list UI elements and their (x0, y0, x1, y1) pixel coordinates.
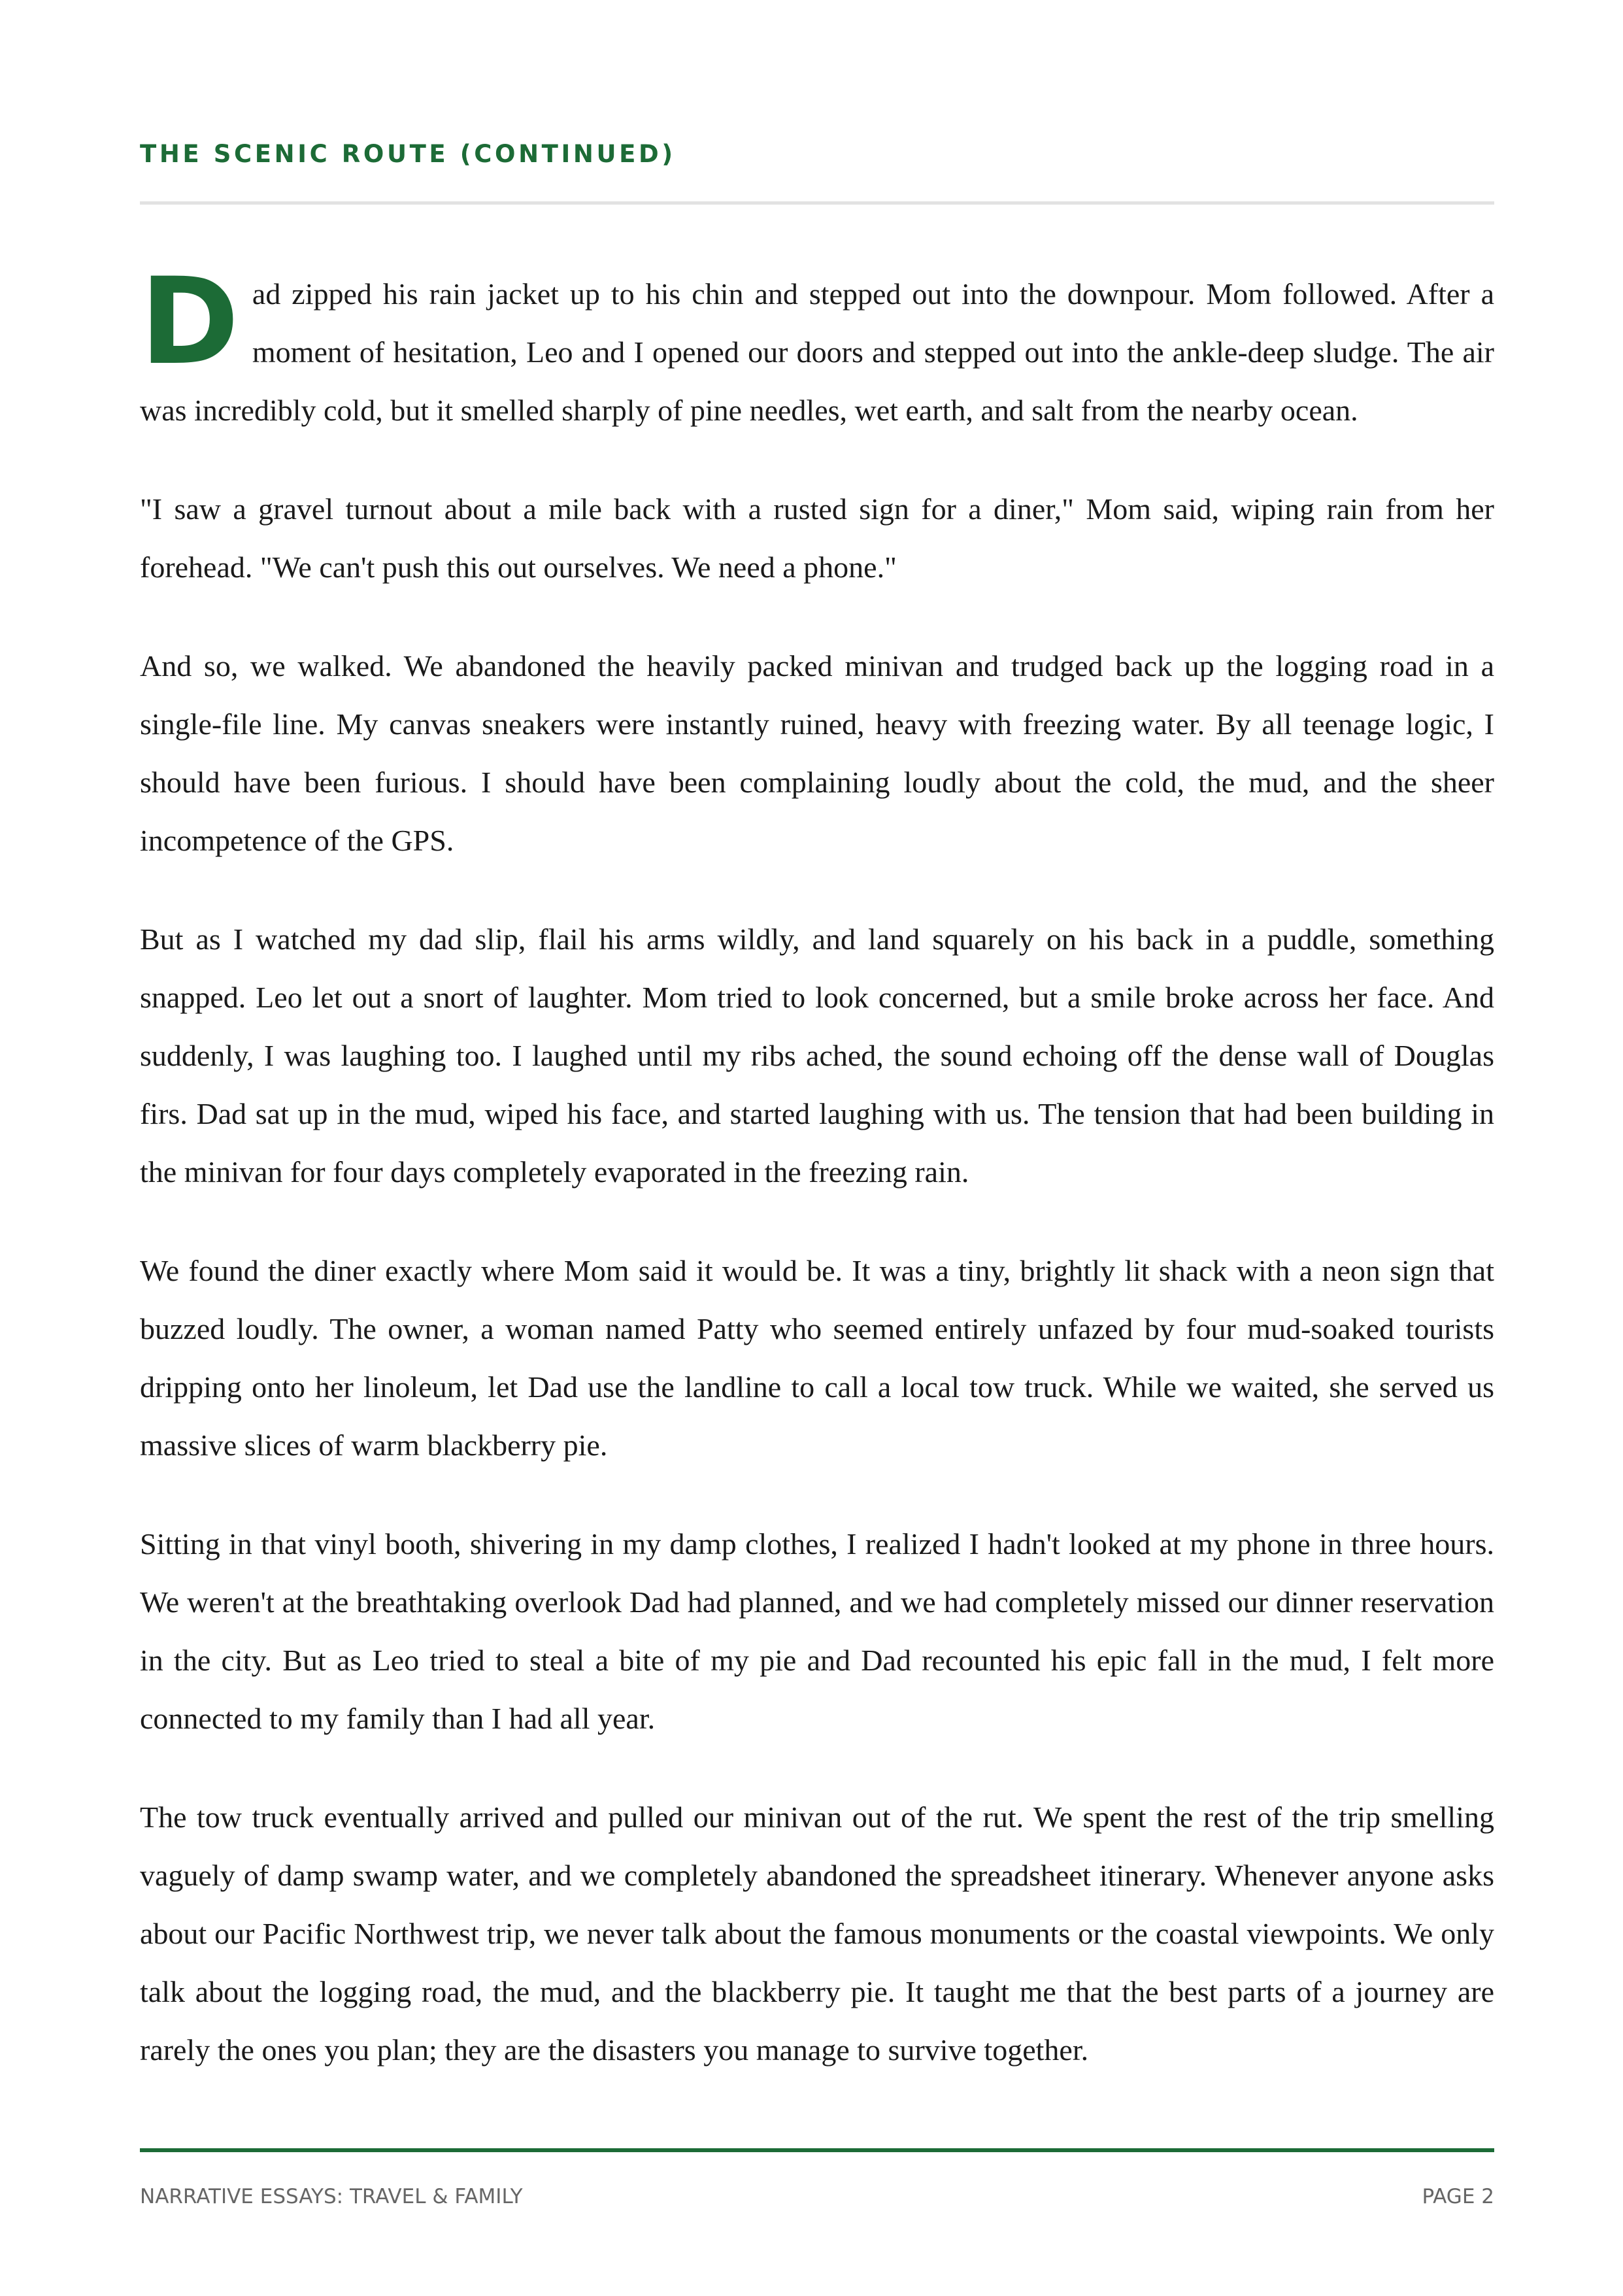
paragraph-4: But as I watched my dad slip, flail his arms wildly, and land squarely on his back in a puddle, something snapped. Leo let out a snort of laughter. Mom tried to look concerned, but a smile broke across her face. And suddenly, I was laughing too. I laughed until my ribs ached, the sound echoing off the dense wall of Douglas firs. Dad sat up in the mud, wiped his face, and started laughing with us. The tension that had been building in the minivan for four days completely evaporated in the freezing rain. (140, 922, 1494, 1189)
paragraph-1-text: ad zipped his rain jacket up to his chin and stepped out into the downpour. Mom followed. After a moment of hesitation, Leo and I opened our doors and stepped out into the ankle-deep sludge. The air was incredibly cold, but it smelled sharply of pine needles, wet earth, and salt from the nearby ocean. (140, 277, 1494, 427)
paragraph-2: "I saw a gravel turnout about a mile back with a rusted sign for a diner," Mom said, wiping rain from her forehead. "We can't push this out ourselves. We need a phone." (140, 492, 1494, 584)
paragraph-3: And so, we walked. We abandoned the heavily packed minivan and trudged back up the logging road in a single-file line. My canvas sneakers were instantly ruined, heavy with freezing water. By all teenage logic, I should have been furious. I should have been complaining loudly about the cold, the mud, and the sheer incompetence of the GPS. (140, 649, 1494, 857)
paragraph-6: Sitting in that vinyl booth, shivering in my damp clothes, I realized I hadn't looked at my phone in three hours. We weren't at the breathtaking overlook Dad had planned, and we had completely missed our dinner reservation in the city. But as Leo tried to steal a bite of my pie and Dad recounted his epic fall in the mud, I felt more connected to my family than I had all year. (140, 1527, 1494, 1735)
footer-page-number: PAGE 2 (1422, 2185, 1494, 2208)
footer-divider (140, 2148, 1494, 2152)
paragraph-1 (140, 252, 1494, 439)
document-page (140, 0, 1494, 2296)
paragraph-7: The tow truck eventually arrived and pulled our minivan out of the rut. We spent the rest of the trip smelling vaguely of damp swamp water, and we completely abandoned the spreadsheet itinerary. Whenever anyone asks about our Pacific Northwest trip, we never talk about the famous monuments or the coastal viewpoints. We only talk about the logging road, the mud, and the blackberry pie. It taught me that the best parts of a journey are rarely the ones you plan; they are the disasters you manage to survive together. (140, 1800, 1494, 2067)
essay-body (140, 252, 1494, 2079)
section-heading: THE SCENIC ROUTE (CONTINUED) (140, 140, 676, 168)
footer-publication-title: NARRATIVE ESSAYS: TRAVEL & FAMILY (140, 2185, 523, 2208)
heading-divider (140, 201, 1494, 205)
paragraph-5: We found the diner exactly where Mom said it would be. It was a tiny, brightly lit shack with a neon sign that buzzed loudly. The owner, a woman named Patty who seemed entirely unfazed by four mud-soaked tourists dripping onto her linoleum, let Dad use the landline to call a local tow truck. While we waited, she served us massive slices of warm blackberry pie. (140, 1254, 1494, 1462)
drop-cap: D (140, 252, 239, 392)
